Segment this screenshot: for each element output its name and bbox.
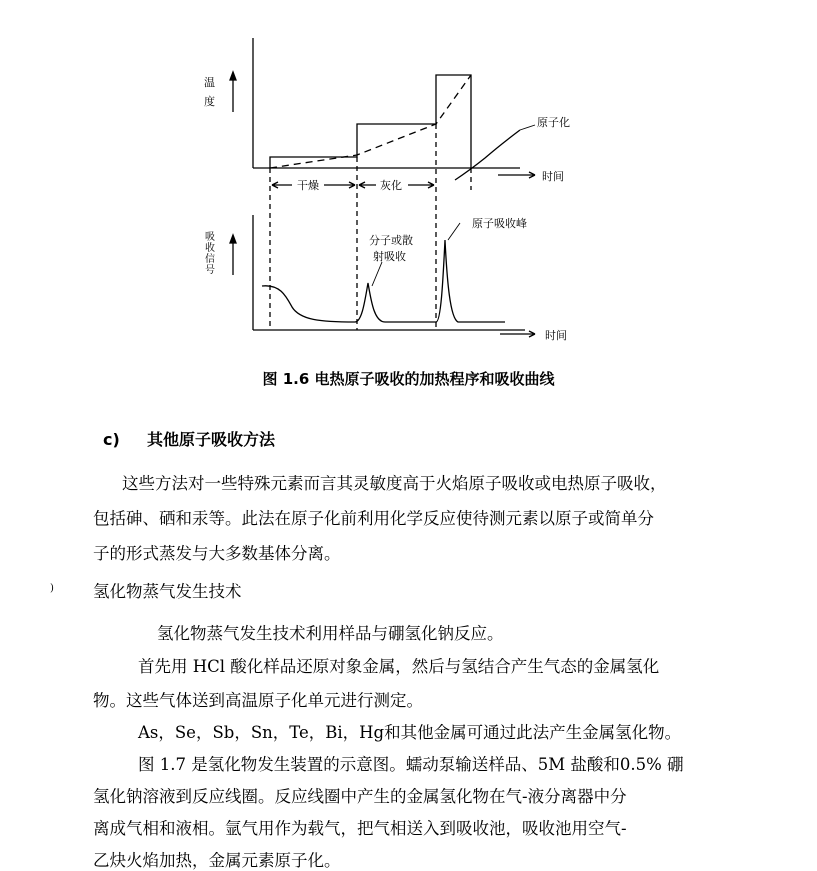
subsection-line-2: 首先用 HCl 酸化样品还原对象金属，然后与氢结合产生气态的金属氢化 — [138, 657, 660, 676]
section-c-line-3: 子的形式蒸发与大多数基体分离。 — [93, 544, 341, 563]
signal-label-2: 收 — [205, 243, 215, 254]
subsection-line-4: As，Se，Sb，Sn，Te，Bi，Hg和其他金属可通过此法产生金属氢化物。 — [138, 723, 682, 742]
temp-label-1: 温 — [204, 76, 215, 89]
section-c-line-2: 包括砷、硒和汞等。此法在原子化前利用化学反应使待测元素以原子或简单分 — [93, 509, 654, 528]
stage-label-ashing: 灰化 — [380, 179, 402, 192]
figure-caption: 图 1.6 电热原子吸收的加热程序和吸收曲线 — [262, 370, 555, 388]
atomization-label: 原子化 — [537, 116, 570, 129]
section-c-title: 其他原子吸收方法 — [147, 430, 276, 449]
subsection-line-6: 氢化钠溶液到反应线圈。反应线圈中产生的金属氢化物在气-液分离器中分 — [93, 787, 627, 806]
signal-label-4: 号 — [205, 265, 215, 276]
signal-label-1: 吸 — [205, 232, 215, 243]
section-c-marker: c) — [103, 430, 120, 449]
signal-label-3: 信 — [205, 254, 215, 265]
subsection-line-8: 乙炔火焰加热，金属元素原子化。 — [93, 851, 341, 870]
atomization-curve — [455, 130, 520, 180]
top-time-label: 时间 — [542, 170, 564, 183]
heating-program-steps — [270, 75, 471, 168]
molecular-absorption-label-2: 射吸收 — [373, 250, 406, 263]
section-c-line-1: 这些方法对一些特殊元素而言其灵敏度高于火焰原子吸收或电热原子吸收， — [122, 474, 667, 493]
subsection-line-3: 物。这些气体送到高温原子化单元进行测定。 — [93, 691, 423, 710]
subsection-title: 氢化物蒸气发生技术 — [93, 582, 242, 601]
temp-label-2: 度 — [204, 95, 215, 108]
atomic-peak-label: 原子吸收峰 — [472, 217, 527, 230]
subsection-line-5: 图 1.7 是氢化物发生装置的示意图。蠕动泵输送样品、5M 盐酸和0.5% 硼 — [138, 755, 684, 774]
temperature-curve-dashed — [270, 75, 471, 168]
molecular-absorption-label-1: 分子或散 — [369, 234, 413, 247]
subsection-line-7: 离成气相和液相。氩气用作为载气，把气相送入到吸收池，吸收池用空气- — [93, 819, 627, 838]
figure-1-6 — [0, 0, 817, 360]
stage-label-drying: 干燥 — [297, 179, 319, 192]
bottom-time-label: 时间 — [545, 329, 567, 342]
section-c-heading — [103, 427, 275, 450]
subsection-marker: ) — [50, 583, 54, 594]
subsection-line-1: 氢化物蒸气发生技术利用样品与硼氢化钠反应。 — [157, 624, 504, 643]
